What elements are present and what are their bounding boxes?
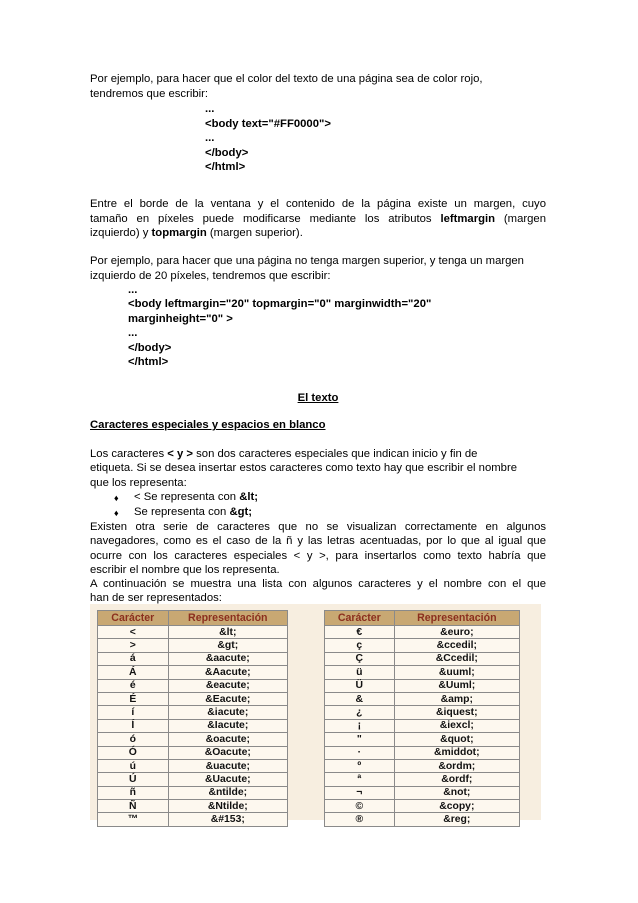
representation-cell: &amp; bbox=[394, 692, 519, 705]
representation-cell: &Eacute; bbox=[168, 692, 287, 705]
text-run: (margen superior). bbox=[206, 227, 303, 239]
representation-cell: &euro; bbox=[394, 626, 519, 639]
header-character: Carácter bbox=[325, 611, 395, 626]
code-line: ... bbox=[205, 132, 215, 144]
table-row bbox=[325, 666, 520, 679]
table-row bbox=[98, 800, 288, 813]
table-row bbox=[98, 773, 288, 786]
character-cell: ¡ bbox=[325, 719, 395, 732]
character-cell: í bbox=[98, 706, 169, 719]
code-line: ... bbox=[128, 284, 138, 296]
table-row bbox=[98, 786, 288, 799]
diamond-bullet-icon: ♦ bbox=[114, 493, 119, 503]
attribute-name: topmargin bbox=[151, 227, 207, 239]
table-row bbox=[98, 813, 288, 826]
diamond-bullet-icon: ♦ bbox=[114, 508, 119, 518]
paragraph-1-line-1: Por ejemplo, para hacer que el color del texto de una página sea de color rojo, bbox=[90, 73, 483, 85]
paragraph-4-line-1 bbox=[90, 447, 477, 462]
code-line: ... bbox=[128, 327, 138, 339]
character-cell: ™ bbox=[98, 813, 169, 826]
text-run: izquierdo) y bbox=[90, 227, 152, 239]
table-row bbox=[98, 652, 288, 665]
character-cell: Ç bbox=[325, 652, 395, 665]
table-row bbox=[98, 679, 288, 692]
representation-cell: &ordm; bbox=[394, 759, 519, 772]
character-cell: É bbox=[98, 692, 169, 705]
code-line: <body text="#FF0000"> bbox=[205, 118, 331, 130]
list-item-text bbox=[134, 490, 258, 505]
entity-table-right bbox=[324, 610, 520, 827]
character-cell: > bbox=[98, 639, 169, 652]
representation-cell: &Uuml; bbox=[394, 679, 519, 692]
representation-cell: &middot; bbox=[394, 746, 519, 759]
representation-cell: &uacute; bbox=[168, 759, 287, 772]
character-cell: < bbox=[98, 626, 169, 639]
representation-cell: &ntilde; bbox=[168, 786, 287, 799]
representation-cell: &reg; bbox=[394, 813, 519, 826]
character-cell: © bbox=[325, 800, 395, 813]
character-cell: á bbox=[98, 652, 169, 665]
character-cell: Á bbox=[98, 666, 169, 679]
paragraph-5-line-4: escribir el nombre que los representa. bbox=[90, 564, 280, 576]
entity-name: &gt; bbox=[229, 506, 253, 518]
character-cell: ó bbox=[98, 733, 169, 746]
character-cell: Ó bbox=[98, 746, 169, 759]
representation-cell: &#153; bbox=[168, 813, 287, 826]
paragraph-4-line-3: que los representa: bbox=[90, 477, 187, 489]
header-representation: Representación bbox=[168, 611, 287, 626]
special-chars: < y > bbox=[167, 448, 193, 460]
table-row bbox=[98, 759, 288, 772]
code-line: </body> bbox=[128, 342, 172, 354]
table-row bbox=[98, 626, 288, 639]
representation-cell: &iquest; bbox=[394, 706, 519, 719]
character-cell: ü bbox=[325, 666, 395, 679]
table-row bbox=[98, 733, 288, 746]
character-cell: · bbox=[325, 746, 395, 759]
table-row bbox=[325, 706, 520, 719]
text-run: tamaño en píxeles puede modificarse mediante los atributos bbox=[90, 213, 441, 225]
character-cell: Ü bbox=[325, 679, 395, 692]
header-character: Carácter bbox=[98, 611, 169, 626]
paragraph-3-line-2: izquierdo de 20 píxeles, tendremos que escribir: bbox=[90, 270, 331, 282]
table-row bbox=[325, 692, 520, 705]
paragraph-4-line-2: etiqueta. Si se desea insertar estos caracteres como texto hay que escribir el nombre bbox=[90, 462, 517, 474]
representation-cell: &Oacute; bbox=[168, 746, 287, 759]
representation-cell: &Iacute; bbox=[168, 719, 287, 732]
table-row bbox=[98, 706, 288, 719]
table-row bbox=[325, 759, 520, 772]
list-item-text bbox=[134, 505, 252, 520]
character-cell: ® bbox=[325, 813, 395, 826]
text-run: < Se representa con bbox=[134, 491, 240, 503]
representation-cell: &lt; bbox=[168, 626, 287, 639]
representation-cell: &iexcl; bbox=[394, 719, 519, 732]
table-row bbox=[98, 692, 288, 705]
character-cell: ª bbox=[325, 773, 395, 786]
paragraph-1-line-2: tendremos que escribir: bbox=[90, 88, 209, 100]
table-row bbox=[325, 746, 520, 759]
paragraph-6-line-1: A continuación se muestra una lista con algunos caracteres y el nombre con el que bbox=[90, 578, 546, 590]
attribute-name: leftmargin bbox=[440, 213, 496, 225]
character-cell: " bbox=[325, 733, 395, 746]
character-cell: Ú bbox=[98, 773, 169, 786]
representation-cell: &copy; bbox=[394, 800, 519, 813]
character-cell: ñ bbox=[98, 786, 169, 799]
table-row bbox=[325, 786, 520, 799]
paragraph-2-line-2 bbox=[90, 212, 546, 227]
text-run: son dos caracteres especiales que indican inicio y fin de bbox=[193, 448, 478, 460]
code-line: ... bbox=[205, 103, 215, 115]
text-run: (margen bbox=[495, 213, 546, 225]
character-cell: ç bbox=[325, 639, 395, 652]
table-row bbox=[98, 639, 288, 652]
character-cell: º bbox=[325, 759, 395, 772]
character-cell: & bbox=[325, 692, 395, 705]
representation-cell: &quot; bbox=[394, 733, 519, 746]
paragraph-5-line-1: Existen otra serie de caracteres que no se visualizan correctamente en algunos bbox=[90, 521, 546, 533]
representation-cell: &ccedil; bbox=[394, 639, 519, 652]
table-header-row bbox=[98, 611, 288, 626]
code-line: </body> bbox=[205, 147, 249, 159]
representation-cell: &Ntilde; bbox=[168, 800, 287, 813]
table-row bbox=[325, 719, 520, 732]
code-line: </html> bbox=[205, 161, 246, 173]
paragraph-5-line-3: ocurre con los caracteres especiales < y >, para insertarlos como texto habría que bbox=[90, 550, 546, 562]
paragraph-2-line-1: Entre el borde de la ventana y el contenido de la página existe un margen, cuyo bbox=[90, 198, 546, 210]
header-representation: Representación bbox=[394, 611, 519, 626]
representation-cell: &Aacute; bbox=[168, 666, 287, 679]
table-row bbox=[325, 679, 520, 692]
subsection-title: Caracteres especiales y espacios en blanco bbox=[90, 419, 326, 431]
representation-cell: &not; bbox=[394, 786, 519, 799]
entity-table-left bbox=[97, 610, 288, 827]
code-line: </html> bbox=[128, 356, 169, 368]
table-row bbox=[325, 652, 520, 665]
character-cell: ¿ bbox=[325, 706, 395, 719]
table-row bbox=[325, 733, 520, 746]
representation-cell: &Uacute; bbox=[168, 773, 287, 786]
text-run: Los caracteres bbox=[90, 448, 168, 460]
character-cell: ú bbox=[98, 759, 169, 772]
section-title: El texto bbox=[297, 392, 339, 404]
text-run: Se representa con bbox=[134, 506, 230, 518]
paragraph-6-line-2: han de ser representados: bbox=[90, 592, 222, 604]
representation-cell: &ordf; bbox=[394, 773, 519, 786]
paragraph-5-line-2: navegadores, como es el caso de la ñ y las letras acentuadas, por lo que al igual que bbox=[90, 535, 546, 547]
representation-cell: &gt; bbox=[168, 639, 287, 652]
character-cell: Ñ bbox=[98, 800, 169, 813]
representation-cell: &uuml; bbox=[394, 666, 519, 679]
representation-cell: &Ccedil; bbox=[394, 652, 519, 665]
representation-cell: &oacute; bbox=[168, 733, 287, 746]
paragraph-3-line-1: Por ejemplo, para hacer que una página no tenga margen superior, y tenga un margen bbox=[90, 255, 524, 267]
table-row bbox=[325, 639, 520, 652]
character-cell: é bbox=[98, 679, 169, 692]
table-row bbox=[98, 746, 288, 759]
representation-cell: &iacute; bbox=[168, 706, 287, 719]
table-row bbox=[98, 666, 288, 679]
table-row bbox=[325, 773, 520, 786]
character-cell: ¬ bbox=[325, 786, 395, 799]
representation-cell: &eacute; bbox=[168, 679, 287, 692]
code-line: marginheight="0" > bbox=[128, 313, 233, 325]
table-row bbox=[325, 800, 520, 813]
character-cell: Í bbox=[98, 719, 169, 732]
paragraph-2-line-3 bbox=[90, 226, 303, 241]
entity-tables-figure bbox=[90, 604, 541, 826]
table-row bbox=[98, 719, 288, 732]
table-row bbox=[325, 626, 520, 639]
entity-name: &lt; bbox=[239, 491, 259, 503]
code-line: <body leftmargin="20" topmargin="0" marginwidth="20" bbox=[128, 298, 432, 310]
table-header-row bbox=[325, 611, 520, 626]
representation-cell: &aacute; bbox=[168, 652, 287, 665]
table-row bbox=[325, 813, 520, 826]
character-cell: € bbox=[325, 626, 395, 639]
